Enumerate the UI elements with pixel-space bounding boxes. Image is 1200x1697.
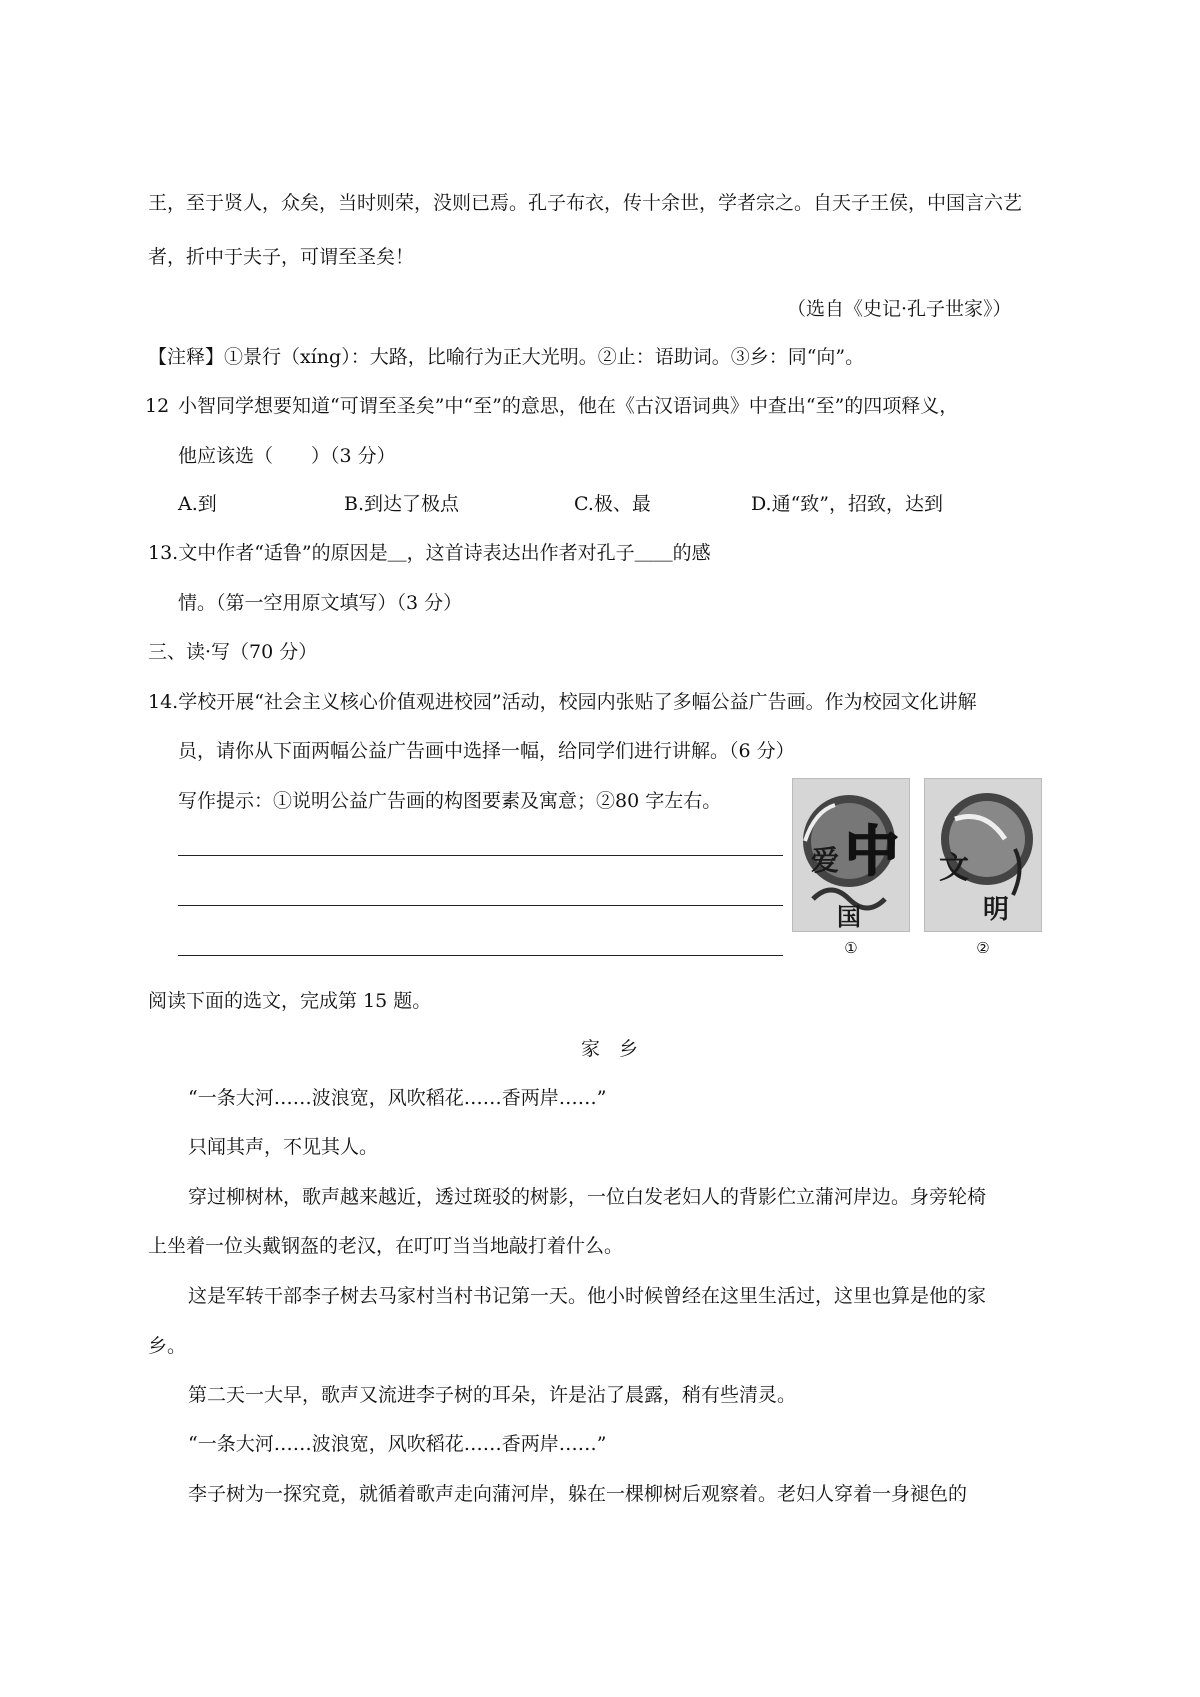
reading-paragraph-4: 这是军转干部李子树去马家村当村书记第一天。他小时候曾经在这里生活过，这里也算是他的家 xyxy=(188,1285,987,1307)
q14-hint: 写作提示：①说明公益广告画的构图要素及寓意；②80 字左右。 xyxy=(178,790,722,812)
reading-paragraph-3-cont: 上坐着一位头戴钢盔的老汉，在叮叮当当地敲打着什么。 xyxy=(148,1235,624,1257)
q12-option-b: B.到达了极点 xyxy=(344,493,460,515)
section-3-title: 三、读·写（70 分） xyxy=(148,641,318,663)
poster-2-char-2: 明 xyxy=(983,895,1010,925)
reading-intro: 阅读下面的选文，完成第 15 题。 xyxy=(148,990,432,1012)
reading-paragraph-6: “一条大河……波浪宽，风吹稻花……香两岸……” xyxy=(188,1433,607,1455)
reading-paragraph-1: “一条大河……波浪宽，风吹稻花……香两岸……” xyxy=(188,1087,607,1109)
passage-note: 【注释】①景行（xíng）：大路，比喻行为正大光明。②止：语助词。③乡：同“向”。 xyxy=(148,346,865,368)
poster-1 xyxy=(792,778,910,957)
q12-option-a: A.到 xyxy=(178,493,217,515)
reading-paragraph-5: 第二天一大早，歌声又流进李子树的耳朵，许是沾了晨露，稍有些清灵。 xyxy=(188,1384,797,1406)
q12-number: 12 xyxy=(145,395,170,417)
q12-option-c: C.极、最 xyxy=(574,493,651,515)
poster-1-char-2: 中 xyxy=(845,819,899,883)
answer-line-2[interactable] xyxy=(178,905,783,906)
poster-1-char-1: 爱 xyxy=(811,844,840,877)
q13-line-1: 13.文中作者“适鲁”的原因是＿，这首诗表达出作者对孔子＿＿的感 xyxy=(148,542,711,564)
q13-line-2: 情。（第一空用原文填写）（3 分） xyxy=(178,592,463,614)
q12-option-d: D.通“致”，招致，达到 xyxy=(751,493,944,515)
q12-line-2: 他应该选（ ）（3 分） xyxy=(178,445,396,467)
poster-2 xyxy=(924,778,1042,957)
poster-2-char-1: 文 xyxy=(939,851,969,886)
poster-1-char-3: 国 xyxy=(837,902,861,931)
answer-line-3[interactable] xyxy=(178,955,783,956)
poster-group xyxy=(786,772,1052,958)
reading-paragraph-3: 穿过柳树林，歌声越来越近，透过斑驳的树影，一位白发老妇人的背影伫立蒲河岸边。身旁轮椅 xyxy=(188,1186,987,1208)
reading-title: 家 乡 xyxy=(581,1038,639,1060)
poster-1-caption: ① xyxy=(844,939,858,957)
reading-paragraph-7: 李子树为一探究竟，就循着歌声走向蒲河岸，躲在一棵柳树后观察着。老妇人穿着一身褪色的 xyxy=(188,1483,968,1505)
q14-line-1: 14.学校开展“社会主义核心价值观进校园”活动，校园内张贴了多幅公益广告画。作为校园文化讲解 xyxy=(148,691,977,713)
poster-2-caption: ② xyxy=(976,939,990,957)
q14-line-2: 员，请你从下面两幅公益广告画中选择一幅，给同学们进行讲解。（6 分） xyxy=(178,740,795,762)
passage-source: （选自《史记·孔子世家》） xyxy=(787,298,1012,320)
passage-line-2: 者，折中于夫子，可谓至圣矣！ xyxy=(148,246,415,268)
reading-paragraph-4-cont: 乡。 xyxy=(148,1335,187,1357)
answer-line-1[interactable] xyxy=(178,855,783,856)
q12-line-1: 小智同学想要知道“可谓至圣矣”中“至”的意思，他在《古汉语词典》中查出“至”的四项释义， xyxy=(178,395,959,417)
passage-line-1: 王，至于贤人，众矣，当时则荣，没则已焉。孔子布衣，传十余世，学者宗之。自天子王侯，中国言六艺 xyxy=(148,192,1023,214)
reading-paragraph-2: 只闻其声，不见其人。 xyxy=(188,1136,379,1158)
